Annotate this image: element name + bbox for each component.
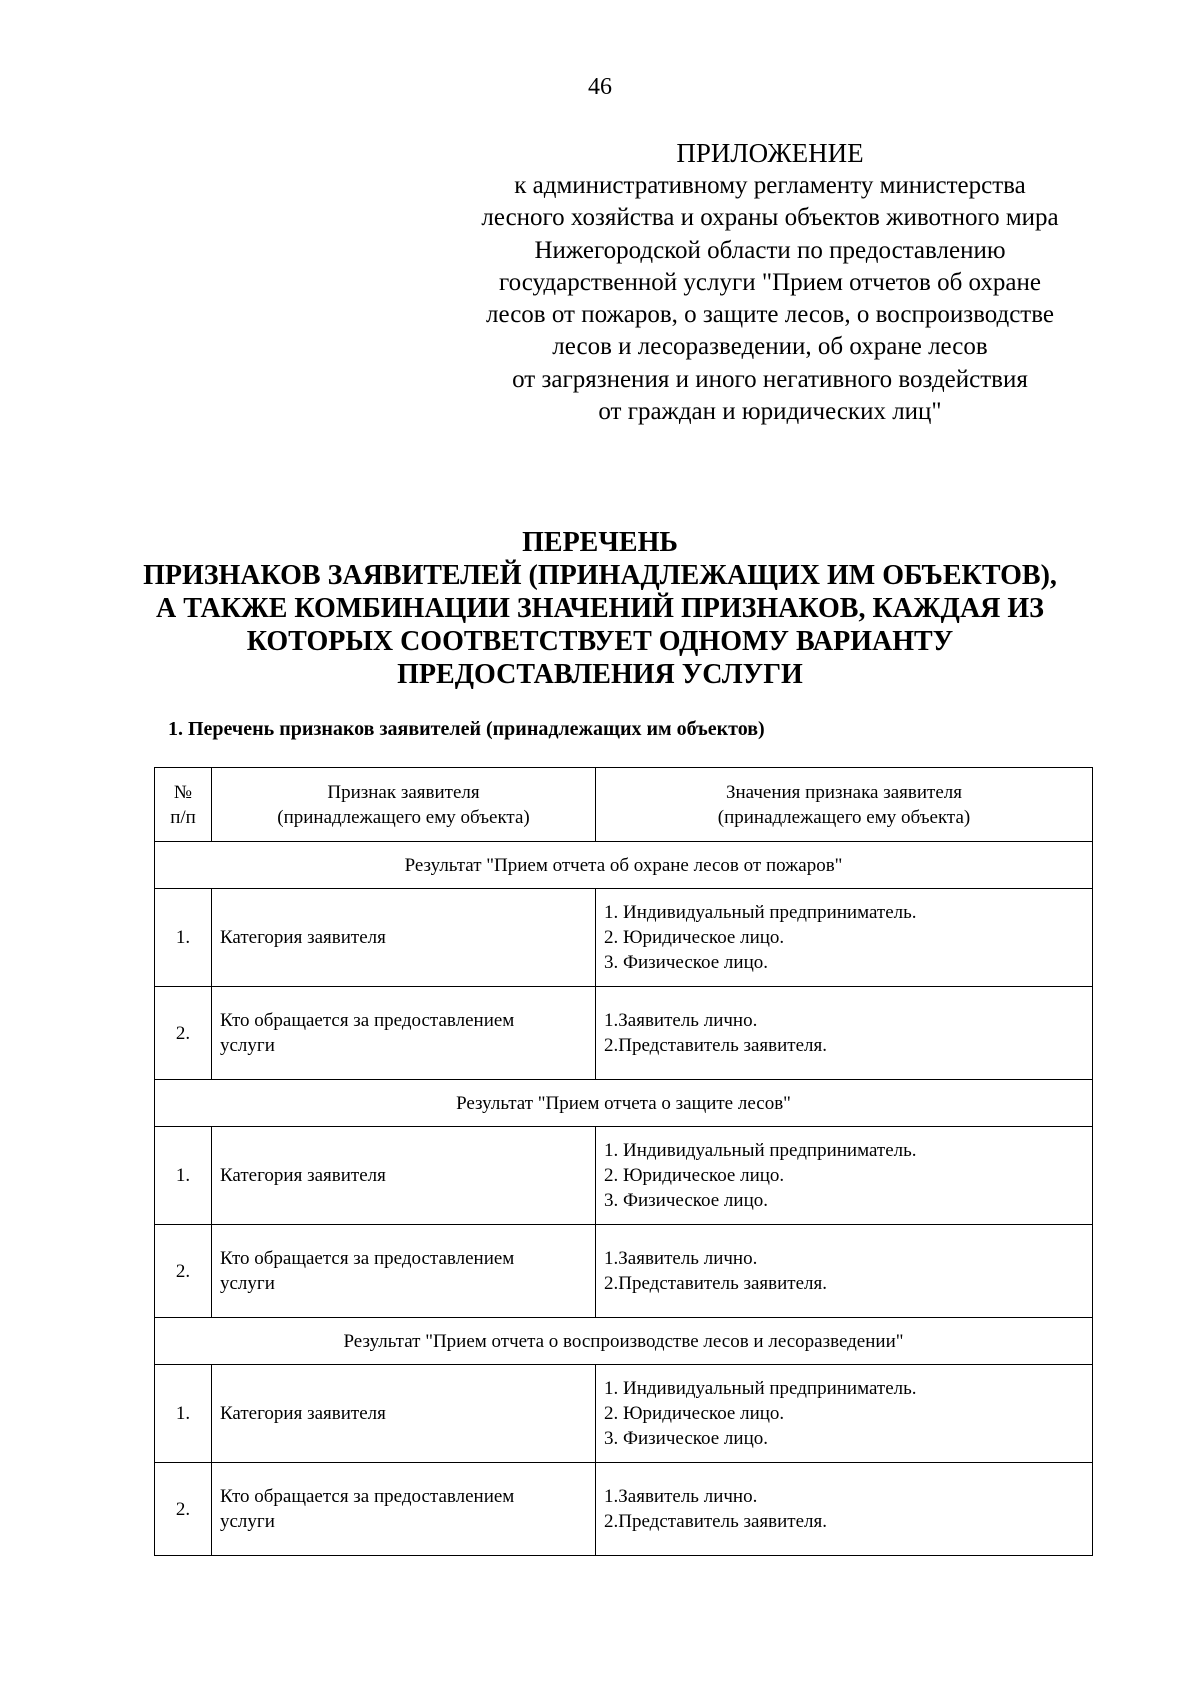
table-header-row bbox=[155, 768, 1093, 842]
appendix-line: к административному регламенту министерства bbox=[514, 172, 1026, 199]
sign-line: услуги bbox=[220, 1273, 275, 1294]
sign-cell bbox=[212, 987, 596, 1080]
sign-cell bbox=[212, 1463, 596, 1556]
values-cell bbox=[596, 1225, 1093, 1318]
table-row bbox=[155, 1365, 1093, 1463]
result-cell: Результат "Прием отчета о воспроизводстве лесов и лесоразведении" bbox=[155, 1318, 1093, 1365]
appendix-block bbox=[440, 136, 1100, 428]
value-line: 1.Заявитель лично. bbox=[604, 1486, 758, 1507]
sign-line: Кто обращается за предоставлением bbox=[220, 1486, 515, 1507]
header-values-line: (принадлежащего ему объекта) bbox=[717, 806, 971, 828]
header-values-line: Значения признака заявителя bbox=[725, 781, 962, 803]
header-num-line: п/п bbox=[170, 806, 196, 828]
row-number: 2. bbox=[155, 1225, 212, 1318]
values-cell bbox=[596, 987, 1093, 1080]
row-number: 1. bbox=[155, 1127, 212, 1225]
appendix-line: Нижегородской области по предоставлению bbox=[534, 236, 1006, 264]
value-line: 2. Юридическое лицо. bbox=[604, 927, 785, 948]
values-cell bbox=[596, 1463, 1093, 1556]
appendix-line: от загрязнения и иного негативного воздействия bbox=[512, 365, 1028, 393]
value-line: 1.Заявитель лично. bbox=[604, 1248, 758, 1269]
value-line: 3. Физическое лицо. bbox=[604, 1428, 768, 1449]
appendix-line: лесного хозяйства и охраны объектов животного мира bbox=[481, 204, 1059, 232]
row-number: 2. bbox=[155, 1463, 212, 1556]
header-num-line: № bbox=[173, 781, 193, 803]
sign-cell bbox=[212, 1365, 596, 1463]
sign-cell bbox=[212, 889, 596, 987]
header-values bbox=[596, 768, 1093, 842]
document-title-line: А ТАКЖЕ КОМБИНАЦИИ ЗНАЧЕНИЙ ПРИЗНАКОВ, КАЖДАЯ ИЗ bbox=[156, 593, 1044, 624]
value-line: 2.Представитель заявителя. bbox=[604, 1035, 828, 1056]
appendix-line: от граждан и юридических лиц" bbox=[598, 398, 942, 426]
value-line: 1.Заявитель лично. bbox=[604, 1010, 758, 1031]
document-title-line: ПЕРЕЧЕНЬ bbox=[522, 527, 678, 558]
document-title-line: КОТОРЫХ СООТВЕТСТВУЕТ ОДНОМУ ВАРИАНТУ bbox=[246, 626, 954, 657]
value-line: 1. Индивидуальный предприниматель. bbox=[604, 902, 917, 923]
value-line: 3. Физическое лицо. bbox=[604, 1190, 768, 1211]
sign-line: услуги bbox=[220, 1511, 275, 1532]
section-heading: 1. Перечень признаков заявителей (принадлежащих им объектов) bbox=[168, 718, 765, 740]
row-number: 2. bbox=[155, 987, 212, 1080]
appendix-title: ПРИЛОЖЕНИЕ bbox=[676, 138, 864, 168]
document-title bbox=[60, 526, 1140, 691]
table-row bbox=[155, 1225, 1093, 1318]
value-line: 1. Индивидуальный предприниматель. bbox=[604, 1140, 917, 1161]
header-sign-line: (принадлежащего ему объекта) bbox=[277, 806, 530, 828]
value-line: 1. Индивидуальный предприниматель. bbox=[604, 1378, 917, 1399]
value-line: 2. Юридическое лицо. bbox=[604, 1403, 785, 1424]
document-title-line: ПРИЗНАКОВ ЗАЯВИТЕЛЕЙ (ПРИНАДЛЕЖАЩИХ ИМ ОБЪЕКТОВ), bbox=[143, 560, 1057, 591]
value-line: 2.Представитель заявителя. bbox=[604, 1511, 828, 1532]
appendix-line: государственной услуги "Прием отчетов об охране bbox=[498, 268, 1042, 296]
value-line: 2.Представитель заявителя. bbox=[604, 1273, 828, 1294]
row-number: 1. bbox=[155, 889, 212, 987]
header-sign-line: Признак заявителя bbox=[327, 781, 480, 803]
table-row bbox=[155, 889, 1093, 987]
sign-line: Категория заявителя bbox=[220, 1403, 386, 1424]
sign-cell bbox=[212, 1225, 596, 1318]
value-line: 3. Физическое лицо. bbox=[604, 952, 768, 973]
page-number: 46 bbox=[588, 74, 612, 100]
header-sign bbox=[212, 768, 596, 842]
table-row bbox=[155, 1127, 1093, 1225]
appendix-line: лесов и лесоразведении, об охране лесов bbox=[552, 333, 988, 361]
sign-line: Категория заявителя bbox=[220, 927, 386, 948]
sign-line: Кто обращается за предоставлением bbox=[220, 1010, 515, 1031]
result-cell: Результат "Прием отчета о защите лесов" bbox=[155, 1080, 1093, 1127]
appendix-line: лесов от пожаров, о защите лесов, о воспроизводстве bbox=[486, 301, 1054, 329]
document-title-line: ПРЕДОСТАВЛЕНИЯ УСЛУГИ bbox=[397, 659, 803, 690]
header-num bbox=[155, 768, 212, 842]
criteria-table bbox=[154, 767, 1093, 1556]
table-row bbox=[155, 987, 1093, 1080]
result-row bbox=[155, 1318, 1093, 1365]
table-row bbox=[155, 1463, 1093, 1556]
sign-line: Категория заявителя bbox=[220, 1165, 386, 1186]
values-cell bbox=[596, 1365, 1093, 1463]
values-cell bbox=[596, 1127, 1093, 1225]
result-row bbox=[155, 842, 1093, 889]
value-line: 2. Юридическое лицо. bbox=[604, 1165, 785, 1186]
values-cell bbox=[596, 889, 1093, 987]
sign-line: услуги bbox=[220, 1035, 275, 1056]
sign-line: Кто обращается за предоставлением bbox=[220, 1248, 515, 1269]
sign-cell bbox=[212, 1127, 596, 1225]
result-row bbox=[155, 1080, 1093, 1127]
row-number: 1. bbox=[155, 1365, 212, 1463]
result-cell: Результат "Прием отчета об охране лесов от пожаров" bbox=[155, 842, 1093, 889]
